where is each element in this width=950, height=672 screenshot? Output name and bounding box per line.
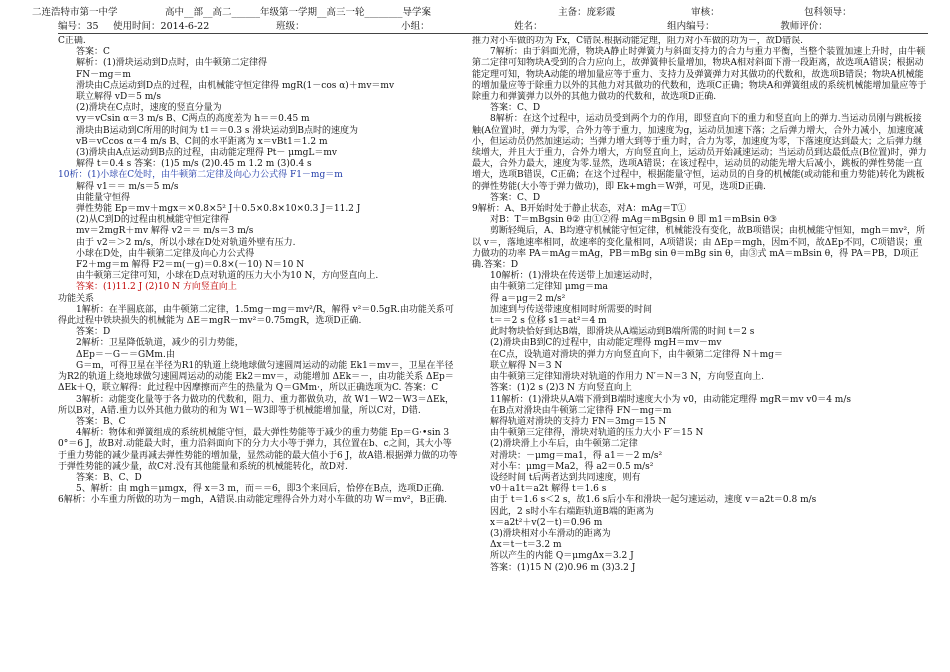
left-paragraph: 6解析：小车重力所做的功为－mgh，A错误.由动能定理得合外力对小车做的功 W＝mv²，B正确. — [58, 495, 447, 506]
right-paragraph: 解得轨道对滑块的支持力 FN＝3mg＝15 N — [490, 416, 667, 427]
right-paragraph: 联立解得 N＝3 N — [490, 360, 563, 371]
left-paragraph: (3)滑块由A点运动到B点的过程，由动能定理得 Pt－ μmgL＝mv — [76, 148, 337, 159]
left-paragraph: 由牛顿第三定律可知，小球在D点对轨道的压力大小为10 N，方向竖直向上. — [76, 271, 379, 282]
left-paragraph: 弹性势能 Ep＝mv＋mgx＝×0.8×5² J＋0.5×0.8×10×0.3 J＝11.2 J — [76, 204, 361, 215]
right-paragraph: 在C点，设轨道对滑块的弹力方向竖直向下，由牛顿第二定律得 N＋mg＝ — [490, 349, 783, 360]
right-paragraph: 答案：(1)2 s (2)3 N 方向竖直向上 — [490, 383, 632, 394]
course-info: 高中__部__高二______年级第一学期__高三一轮________导学案 — [165, 7, 432, 18]
left-paragraph: 答案：D — [76, 327, 111, 338]
left-paragraph: G＝m，可得卫星在半径为R1的轨道上绕地球做匀速圆周运动的动能 Ek1＝mv＝，卫星在半径为R2的轨道上绕地球做匀速圆周运动的动能 Ek2＝mv＝，动能增加 ΔEk＝－，由功能关系 ΔEp＝ΔEk＋Q，联立解得：此过程中因摩擦而产生的热量为 Q＝GMm·，所以正确选项为C. 答案：C — [58, 360, 454, 394]
left-paragraph: 答案：B、C — [76, 416, 126, 427]
left-paragraph: 滑块由C点运动到D点的过程，由机械能守恒定律得 mgR(1－cos α)＋mv＝mv — [76, 80, 395, 91]
preparer: 主备：庞彩霞 — [558, 7, 616, 18]
right-paragraph: 因此，2 s时小车右端距轨道B端的距离为 — [490, 506, 654, 517]
header-line-1 — [32, 6, 932, 20]
right-paragraph: 对小车：μmg＝Ma2，得 a2＝0.5 m/s² — [490, 461, 654, 472]
use-date: 使用时间：2014-6-22 — [113, 21, 210, 32]
right-paragraph: 11解析：(1)滑块从A端下滑到B端时速度大小为 v0，由动能定理得 mgR＝mv v0＝4 m/s — [490, 394, 851, 405]
left-paragraph: 解得 v1＝＝ m/s＝5 m/s — [76, 181, 179, 192]
left-paragraph: C正确. — [58, 36, 86, 46]
left-paragraph: 3解析：动能变化量等于各力做功的代数和，阻力、重力都做负功，故 W1－W2－W3＝ΔEk，所以B对，A错.重力以外其他力做功的和为 W1－W3即等于机械能增加量，所以C对，D错. — [58, 394, 455, 416]
left-paragraph: F2＋mg＝m 解得 F2＝m(－g)＝0.8×(－10) N＝10 N — [76, 260, 305, 271]
left-paragraph: 答案：B、C、D — [76, 472, 142, 483]
group-field: 小组： — [401, 21, 430, 32]
teacher-evaluation-field: 教师评价： — [780, 21, 828, 32]
right-column — [472, 36, 930, 668]
name-field: 姓名： — [514, 21, 543, 32]
subject-leader: 包科领导： — [804, 7, 852, 18]
right-paragraph: 加速到与传送带速度相同时所需要的时间 — [490, 304, 653, 315]
left-paragraph: 答案：(1)11.2 J (2)10 N 方向竖直向上 — [76, 282, 237, 293]
left-paragraph: (2)滑块在C点时，速度的竖直分量为 — [76, 103, 222, 114]
class-field: 班级： — [276, 21, 305, 32]
left-paragraph: 2解析：卫星降低轨道，减少的引力势能， — [76, 338, 244, 349]
school-name: 二连浩特市第一中学 — [32, 7, 118, 18]
right-paragraph: 9解析：A、B开始时处于静止状态，对A：mAg＝T① — [472, 204, 687, 215]
header-divider — [58, 33, 928, 34]
right-paragraph: Δx＝t－t＝3.2 m — [490, 540, 562, 551]
left-paragraph: 1解析：在半圆底部，由牛顿第二定律，1.5mg－mg＝mv²/R，解得 v²＝0.5gR.由功能关系可得此过程中铁块损失的机械能为 ΔE＝mgR－mv²＝0.75mgR，选项D正确. — [58, 304, 454, 327]
left-paragraph: 滑块由B运动到C所用的时间为 t1＝＝0.3 s 滑块运动到B点时的速度为 — [76, 125, 358, 136]
left-paragraph: 功能关系 — [58, 293, 95, 304]
document-header — [32, 6, 932, 34]
right-paragraph: 设经时间 t后两者达到共同速度，则有 — [490, 472, 641, 483]
right-paragraph: 在B点对滑块由牛顿第二定律得 FN－mg＝m — [490, 405, 672, 416]
left-paragraph: 解得 t＝0.4 s 答案：(1)5 m/s (2)0.45 m 1.2 m (3)0.4 s — [76, 159, 312, 170]
right-paragraph: 此时物块恰好到达B端，即滑块从A端运动到B端所需的时间 t＝2 s — [490, 327, 755, 338]
left-paragraph: 答案：C — [76, 47, 110, 58]
left-paragraph: 5、解析：由 mgh＝μmgx，得 x＝3 m，而＝＝6，即3个来回后，恰停在B点，选项D正确. — [76, 484, 445, 495]
left-paragraph: vy＝vCsin α＝3 m/s B、C两点的高度差为 h＝＝0.45 m — [76, 114, 310, 125]
right-paragraph: 由牛顿第二定律知 μmg＝ma — [490, 282, 608, 293]
right-paragraph: 对B：T＝mBgsin θ② 由①②得 mAg＝mBgsin θ 即 m1＝mBsin θ③ — [490, 215, 777, 226]
left-paragraph: 联立解得 vD＝5 m/s — [76, 92, 161, 103]
left-paragraph: 由于 v2＝＞2 m/s，所以小球在D处对轨道外壁有压力. — [76, 237, 296, 248]
right-paragraph: 对滑块：－μmg＝ma1，得 a1＝－2 m/s² — [490, 450, 663, 461]
serial-number: 编号：35 — [58, 21, 99, 32]
right-paragraph: 所以产生的内能 Q＝μmgΔx＝3.2 J — [490, 551, 634, 562]
left-paragraph: mv＝2mgR＋mv 解得 v2＝＝ m/s＝3 m/s — [76, 226, 254, 237]
right-paragraph: 答案：C、D — [490, 192, 541, 203]
right-paragraph: 剪断轻绳后，A、B均遵守机械能守恒定律，机械能没有变化，故B项错误；由机械能守恒知，mgh＝mv²，所以 v＝，落地速率相同，故速率的变化量相同，A项错误；由 ΔEp＝mgh，因m不同，故ΔEp不同，C项错误；重力做功的功率 PA＝mAg＝mAg，PB＝mBg sin θ＝mBg sin θ，由③式 mA＝mBsin θ，得 PA＝PB，D项正确.答案：D — [472, 226, 926, 271]
right-paragraph: 10解析：(1)滑块在传送带上加速运动时， — [490, 271, 659, 282]
right-paragraph: x＝a2t²＋v(2－t)＝0.96 m — [490, 517, 603, 528]
left-paragraph: (2)从C到D的过程由机械能守恒定律得 — [76, 215, 229, 226]
right-paragraph: 由牛顿第三定律知滑块对轨道的作用力 N′＝N＝3 N，方向竖直向上. — [490, 372, 764, 383]
left-paragraph: 由能量守恒得 — [76, 192, 131, 203]
right-paragraph: 答案：(1)15 N (2)0.96 m (3)3.2 J — [490, 562, 636, 573]
right-paragraph: 推力对小车做的功为 Fx，C错误.根据动能定理，阻力对小车做的功为－，故D错误. — [472, 36, 804, 46]
group-number-field: 组内编号： — [667, 21, 715, 32]
reviewer: 审核： — [691, 7, 720, 18]
right-paragraph: (2)滑块滑上小车后，由牛顿第二定律 — [490, 439, 638, 450]
left-paragraph: FN－mg＝m — [76, 69, 131, 80]
right-paragraph: 得 a＝μg＝2 m/s² — [490, 293, 566, 304]
left-paragraph: ΔEp＝－G－＝GMm.由 — [76, 349, 175, 360]
left-paragraph: 解析：(1)滑块运动到D点时，由牛顿第二定律得 — [76, 58, 267, 69]
right-paragraph: (2)滑块由B到C的过程中，由动能定理得 mgH＝mv－mv — [490, 338, 722, 349]
header-line-2 — [32, 20, 932, 34]
left-paragraph: 小球在D处，由牛顿第二定律及向心力公式得 — [76, 248, 255, 259]
left-paragraph: vB＝vCcos α＝4 m/s B、C间的水平距离为 x＝vBt1＝1.2 m — [76, 136, 328, 147]
right-paragraph: v0＋a1t＝a2t 解得 t＝1.6 s — [490, 484, 607, 495]
right-paragraph: 8解析：在这个过程中，运动员受到两个力的作用，即竖直向下的重力和竖直向上的弹力.当运动员刚与跳板接触(A位置)时，弹力为零，合外力等于重力，加速度为g，运动员加速下落；之后弹力增大，合外力减小，加速度减小，但运动员仍然加速运动；当弹力增大到等于重力时，合力为零，加速度为零，下落速度达到最大；之后弹力继续增大，并且大于重力，合外力增大，方向竖直向上，运动员开始减速运动；当运动员到达最低点(B位置)时，弹力最大，合外力最大，速度为零.显然，选项A错误；在该过程中，运动员的动能先增大后减小，跳板的弹性势能一直增大，选项B错误，C正确；在这个过程中，根据能量守恒，运动员的自身的机械能(或动能和重力势能)转化为跳板的弹性势能(大小等于弹力做功)，即 Ek+mgh＝W弹，可见，选项D正确. — [472, 114, 927, 192]
left-paragraph: 4解析：物体和弹簧组成的系统机械能守恒，最大弹性势能等于减少的重力势能 Ep＝G·•sin 30°＝6 J，故B对.动能最大时，重力沿斜面向下的分力大小等于弹力，其位置在b、c之间，其大小等于重力势能的减少量再减去弹性势能的增加量，显然动能的最大值小于6 J，故A错.根据弹力做的功等于弹性势能的减少量，故C对.没有其他能量和系统的机械能转化，故D对. — [58, 428, 458, 472]
left-paragraph: 10析：(1)小球在C处时，由牛顿第二定律及向心力公式得 F1－mg＝m — [58, 170, 343, 181]
right-paragraph: t＝＝2 s 位移 s1＝at²＝4 m — [490, 316, 607, 327]
right-paragraph: 由牛顿第三定律得，滑块对轨道的压力大小 F′＝15 N — [490, 428, 704, 439]
left-column — [58, 36, 458, 668]
right-paragraph: 答案：C、D — [490, 103, 541, 114]
right-paragraph: 7解析：由于斜面光滑，物块A静止时弹簧力与斜面支持力的合力与重力平衡，当整个装置加速上升时，由牛顿第二定律可知物块A受到的合力应向上，故弹簧伸长量增加，物块A相对斜面下滑一段距离，故选项A错误；根据动能定理可知，物块A动能的增加量应等于重力、支持力及弹簧弹力对其做功的代数和，故选项B错误；物块A机械能的增加量应等于除重力以外的其他力对其做功的代数和，选项C正确；物块A和弹簧组成的系统机械能增加量应等于除重力和弹簧弹力以外的其他力做功的代数和，故选项D正确. — [472, 47, 927, 103]
right-paragraph: 由于 t＝1.6 s＜2 s，故1.6 s后小车和滑块一起匀速运动，速度 v＝a2t＝0.8 m/s — [490, 495, 817, 506]
right-paragraph: (3)滑块相对小车滑动的距离为 — [490, 528, 611, 539]
